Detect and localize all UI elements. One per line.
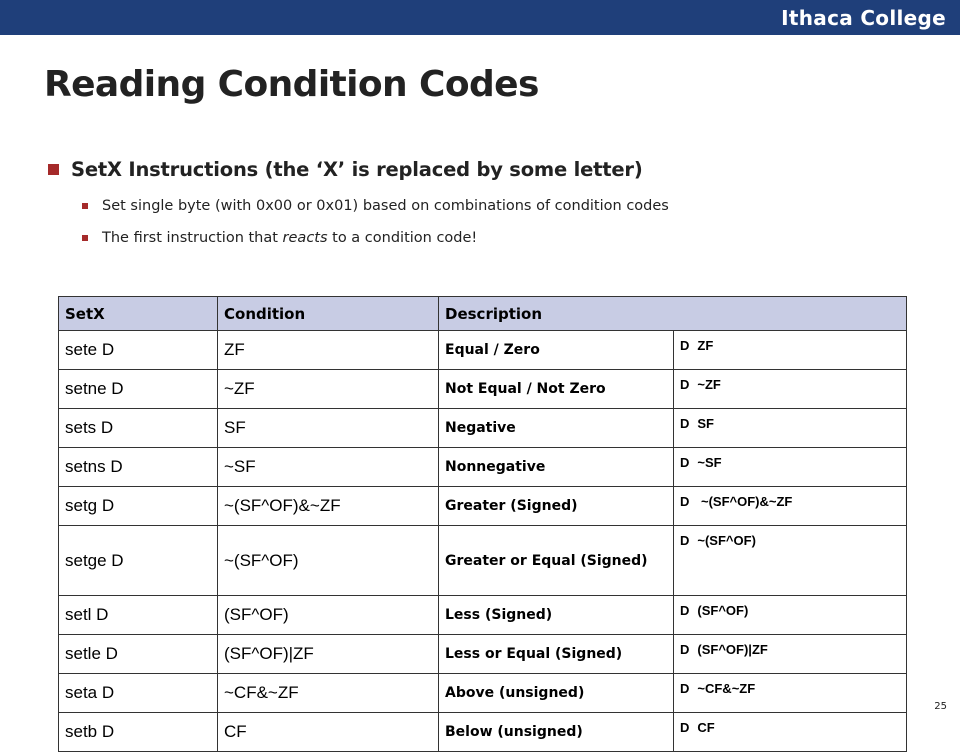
cell-description: Above (unsigned) [439, 674, 674, 713]
dest-label: D [680, 455, 690, 470]
cell-setx: sets D [59, 409, 218, 448]
cell-expression [674, 635, 907, 674]
dest-label: D [680, 338, 690, 353]
cell-expression [674, 331, 907, 370]
cell-setx: setg D [59, 487, 218, 526]
bullet-sub-2-post: to a condition code! [327, 230, 478, 246]
cell-expression [674, 596, 907, 635]
cell-expression [674, 370, 907, 409]
bullet-sub-1 [82, 190, 928, 222]
table-row [59, 370, 907, 409]
square-bullet-icon [82, 203, 88, 209]
header-condition: Condition [218, 297, 439, 331]
cell-condition: ~SF [218, 448, 439, 487]
dest-label: D [680, 603, 690, 618]
ithaca-college-logo: Ithaca College [781, 6, 946, 30]
cell-description: Equal / Zero [439, 331, 674, 370]
header-setx: SetX [59, 297, 218, 331]
cell-setx: setge D [59, 526, 218, 596]
cell-expression [674, 448, 907, 487]
cell-condition: ZF [218, 331, 439, 370]
table-row [59, 331, 907, 370]
cell-expression [674, 674, 907, 713]
cell-setx: setns D [59, 448, 218, 487]
cell-expression [674, 487, 907, 526]
cell-description: Below (unsigned) [439, 713, 674, 752]
slide-title: Reading Condition Codes [44, 64, 539, 105]
expression-text: SF [697, 416, 715, 431]
table-row [59, 526, 907, 596]
cell-condition: SF [218, 409, 439, 448]
table-row [59, 487, 907, 526]
dest-label: D [680, 494, 690, 509]
cell-description: Greater or Equal (Signed) [439, 526, 674, 596]
bullet-main [48, 148, 928, 190]
dest-label: D [680, 377, 690, 392]
cell-condition: ~(SF^OF) [218, 526, 439, 596]
header-bar [0, 0, 960, 35]
dest-label: D [680, 681, 690, 696]
cell-setx: sete D [59, 331, 218, 370]
bullet-sub-2-emphasis: reacts [282, 230, 328, 246]
square-bullet-icon [48, 164, 59, 175]
dest-label: D [680, 720, 690, 735]
table-header-row [59, 297, 907, 331]
dest-label: D [680, 642, 690, 657]
expression-text: ~(SF^OF)&~ZF [697, 494, 793, 509]
table-row [59, 448, 907, 487]
expression-text: ~(SF^OF) [697, 533, 756, 548]
table-row [59, 596, 907, 635]
cell-setx: seta D [59, 674, 218, 713]
bullet-list [48, 148, 928, 254]
table-row [59, 713, 907, 752]
table-row [59, 409, 907, 448]
expression-text: (SF^OF) [697, 603, 749, 618]
left-arrow-icon [689, 720, 697, 735]
cell-expression [674, 409, 907, 448]
cell-setx: setl D [59, 596, 218, 635]
table-row [59, 635, 907, 674]
bullet-sub-2-text [102, 230, 477, 246]
table-row [59, 674, 907, 713]
cell-setx: setle D [59, 635, 218, 674]
cell-condition: CF [218, 713, 439, 752]
cell-condition: ~CF&~ZF [218, 674, 439, 713]
dest-label: D [680, 416, 690, 431]
bullet-sub-1-text: Set single byte (with 0x00 or 0x01) based on combinations of condition codes [102, 198, 669, 214]
expression-text: ~SF [697, 455, 722, 470]
cell-condition: (SF^OF)|ZF [218, 635, 439, 674]
cell-description: Greater (Signed) [439, 487, 674, 526]
page-number: 25 [934, 701, 947, 712]
cell-description: Negative [439, 409, 674, 448]
expression-text: (SF^OF)|ZF [697, 642, 768, 657]
expression-text: ~CF&~ZF [697, 681, 756, 696]
cell-condition: (SF^OF) [218, 596, 439, 635]
cell-description: Not Equal / Not Zero [439, 370, 674, 409]
setx-table [58, 296, 907, 752]
cell-expression [674, 713, 907, 752]
expression-text: ZF [697, 338, 714, 353]
cell-setx: setb D [59, 713, 218, 752]
cell-condition: ~ZF [218, 370, 439, 409]
expression-text: CF [697, 720, 715, 735]
square-bullet-icon [82, 235, 88, 241]
cell-description: Less (Signed) [439, 596, 674, 635]
bullet-sub-2 [82, 222, 928, 254]
header-description: Description [439, 297, 907, 331]
cell-description: Less or Equal (Signed) [439, 635, 674, 674]
bullet-main-text: SetX Instructions (the ‘X’ is replaced by some letter) [71, 157, 643, 181]
expression-text: ~ZF [697, 377, 721, 392]
bullet-sub-2-pre: The first instruction that [102, 230, 283, 246]
cell-expression [674, 526, 907, 596]
cell-setx: setne D [59, 370, 218, 409]
cell-condition: ~(SF^OF)&~ZF [218, 487, 439, 526]
cell-description: Nonnegative [439, 448, 674, 487]
dest-label: D [680, 533, 690, 548]
